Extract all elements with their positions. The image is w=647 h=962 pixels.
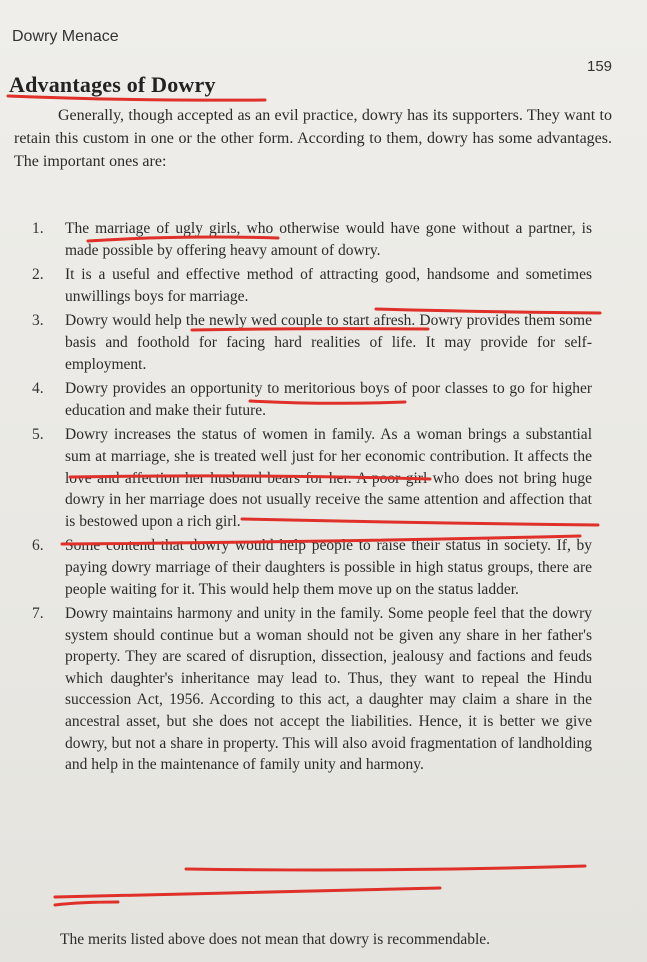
item-text: Dowry provides an opportunity to meritorious boys of poor classes to go for higher education and make their future. [65, 380, 592, 419]
page-number: 159 [587, 58, 613, 75]
underline-item7b [55, 888, 440, 897]
item-number: 6. [32, 537, 44, 555]
item-text: Dowry increases the status of women in family. As a woman brings a substantial sum at marriage, she is treated well just for her economic contribution. It affects the love and affection her husband bears for her. A poor girl who does not bring huge dowry in her marriage does not usually receive the same attention and affection that is bestowed upon a rich girl. [65, 426, 592, 530]
intro-paragraph: Generally, though accepted as an evil practice, dowry has its supporters. They want to retain this custom in one or the other form. According to them, dowry has some advantages. The important ones are: [14, 107, 612, 170]
item-text: It is a useful and effective method of attracting good, handsome and sometimes unwillings boys for marriage. [65, 266, 592, 305]
closing-sentence: The merits listed above does not mean that dowry is recommendable. [60, 931, 491, 948]
underline-item7c [55, 902, 118, 905]
list-item [30, 264, 592, 307]
running-head: Dowry Menace [12, 28, 119, 45]
list-item [30, 378, 592, 421]
item-text: Dowry maintains harmony and unity in the family. Some people feel that the dowry system should continue but a woman should not be given any share in her father's property. They are scared of disruption, dissection, jealousy and factions and feuds which daughter's inheritance may lead to. Thus, they want to repeal the Hindu succession Act, 1956. According to this act, a daughter may claim a share in the ancestral asset, but she does not accept the liabilities. Hence, it is better we give dowry, but not a share in property. This will also avoid fragmentation of landholding and help in the maintenance of family unity and harmony. [65, 605, 592, 774]
list-item [30, 535, 592, 600]
item-text: Dowry would help the newly wed couple to start afresh. Dowry provides them some basis and foothold for facing hard realities of life. It may provide for self-employment. [65, 312, 592, 373]
item-number: 4. [32, 380, 44, 398]
section-title: Advantages of Dowry [9, 72, 216, 97]
item-number: 7. [32, 605, 44, 623]
item-number: 5. [32, 426, 44, 444]
item-number: 1. [32, 220, 44, 237]
list-item [30, 218, 592, 261]
advantages-list [30, 218, 592, 779]
list-item [30, 310, 592, 375]
list-item [30, 603, 592, 776]
item-text: Some contend that dowry would help people to raise their status in society. If, by paying dowry marriage of their daughters is possible in high status groups, there are people waiting for it. This would help them move up on the status ladder. [65, 537, 592, 598]
item-number: 2. [32, 266, 44, 284]
item-number: 3. [32, 312, 44, 330]
list-item [30, 424, 592, 532]
item-text: The marriage of ugly girls, who otherwise would have gone without a partner, is made possible by offering heavy amount of dowry. [65, 220, 592, 259]
underline-item7a [186, 866, 585, 870]
